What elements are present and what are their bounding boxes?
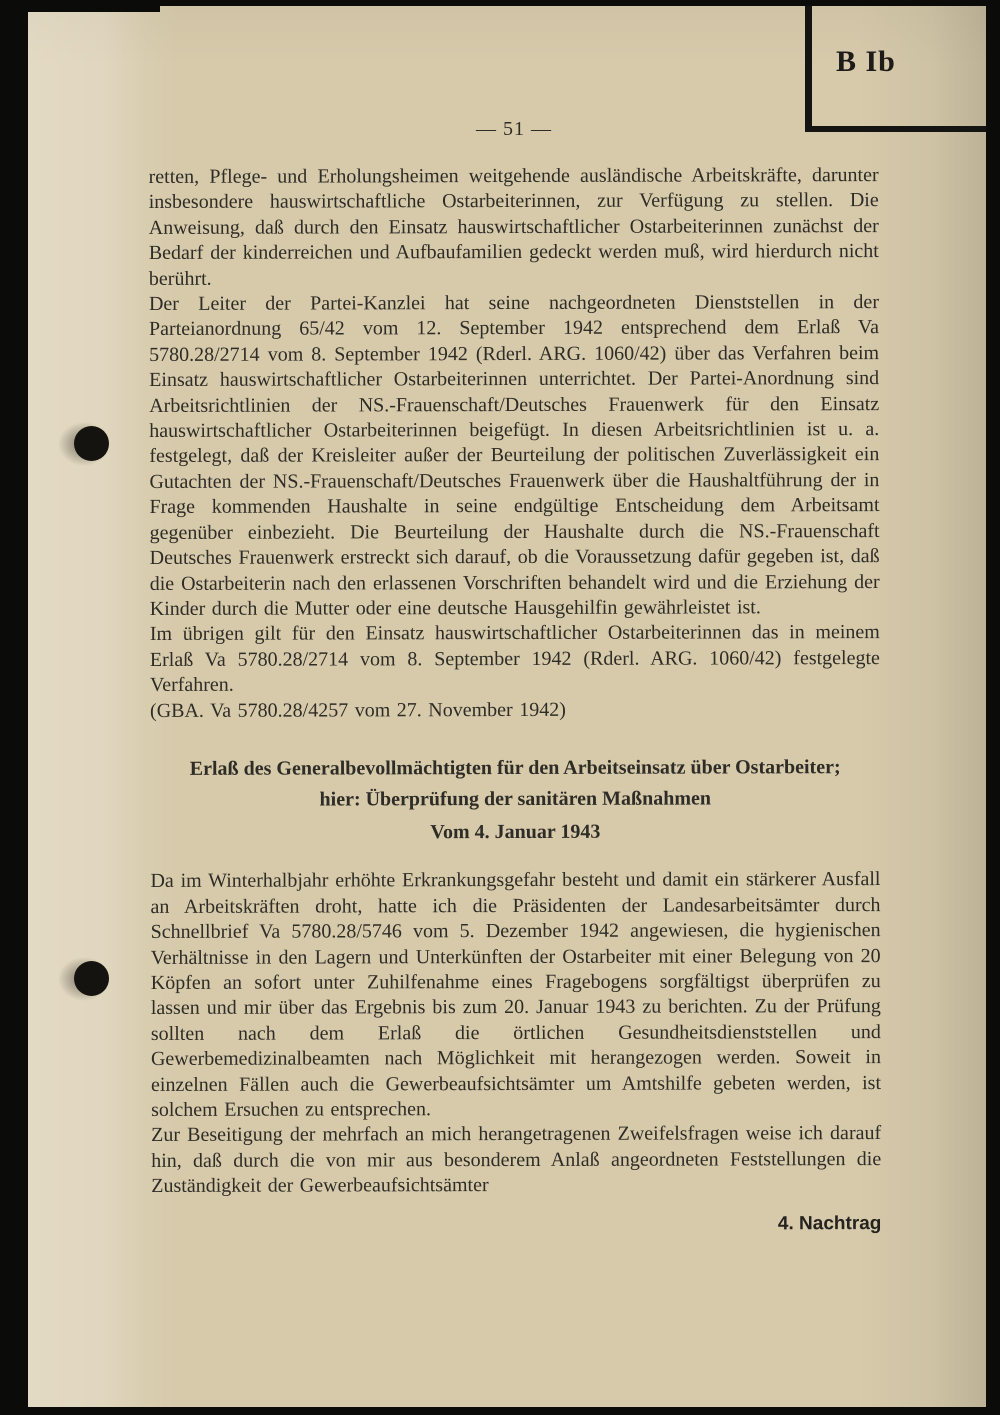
section-heading-line1: Erlaß des Generalbevollmächtigten für den Arbeitseinsatz über Ostarbeiter; (189, 756, 841, 780)
body-paragraph: retten, Pflege- und Erholungsheimen weitgehende ausländische Arbeitskräfte, darunter insbesondere hauswirtschaftliche Ostarbeiterinnen, zur Verfügung zu stellen. Die Anweisung, daß durch den Einsatz hauswirtschaftlicher Ostarbeiterinnen zunächst der Bedarf der kinderreichen und Aufbaufamilien gedeckt werden muß, wird hierdurch nicht berührt. (148, 164, 879, 290)
body-paragraph: Da im Winterhalbjahr erhöhte Erkrankungsgefahr besteht und damit ein stärkerer Ausfall an Arbeitskräften droht, hatte ich die Präsidenten der Landesarbeitsämter durch Schnellbrief Va 5780.28/5746 vom 5. Dezember 1942 angewiesen, die hygienischen Verhältnisse in den Lagern und Unterkünften der Ostarbeiter mit einer Belegung von 20 Köpfen an sofort unter Zuhilfenahme eines Fragebogens sorgfältigst überprüfen zu lassen und mir über das Ergebnis bis zum 20. Januar 1943 zu berichten. Zu der Prüfung sollten nach dem Erlaß die örtlichen Gesundheitsdienststellen und Gewerbemedizinalbeamten nach Möglichkeit mit herangezogen werden. Soweit in einzelnen Fällen auch die Gewerbeaufsichtsämter um Amtshilfe gebeten werden, ist solchem Ersuchen zu entsprechen. (150, 868, 882, 1121)
scan-edge-top (0, 0, 160, 12)
text-column (149, 163, 882, 1238)
section-heading (150, 752, 880, 816)
body-paragraph: Im übrigen gilt für den Einsatz hauswirtschaftlicher Ostarbeiterinnen das in meinem Erlaß Va 5780.28/2714 vom 8. September 1942 (Rderl. ARG. 1060/42) festgelegte Verfahren. (149, 621, 880, 697)
section-heading-line2: hier: Überprüfung der sanitären Maßnahmen (319, 787, 712, 811)
classification-box (805, 6, 986, 132)
punch-hole-bottom (58, 953, 128, 1009)
supplement-label: 4. Nachtrag (777, 1212, 882, 1234)
punch-hole-icon (74, 961, 109, 996)
punch-hole-icon (74, 426, 109, 461)
reference-line: (GBA. Va 5780.28/4257 vom 27. November 1942) (149, 698, 566, 722)
section-date: Vom 4. Januar 1943 (430, 820, 601, 844)
scanned-page (28, 6, 986, 1407)
body-paragraph: Der Leiter der Partei-Kanzlei hat seine nachgeordneten Dienststellen in der Parteianordnung 65/42 vom 12. September 1942 entsprechend dem Erlaß Va 5780.28/2714 vom 8. September 1942 (Rderl. ARG. 1060/42) über das Verfahren beim Einsatz hauswirtschaftlicher Ostarbeiterinnen unterrichtet. Der Partei-Anordnung sind Arbeitsrichtlinien der NS.-Frauenschaft/Deutsches Frauenwerk für den Einsatz hauswirtschaftlicher Ostarbeiterinnen beigefügt. In diesen Arbeitsrichtlinien ist u. a. festgelegt, daß der Kreisleiter außer der Beurteilung der politischen Zuverlässigkeit ein Gutachten der NS.-Frauenschaft/Deutsches Frauenwerk über die Haushaltführung der in Frage kommenden Haushalte in seine endgültige Entscheidung dem Arbeitsamt gegenüber einbezieht. Die Beurteilung der Haushalte durch die NS.-Frauenschaft Deutsches Frauenwerk erstreckt sich darauf, ob die Voraussetzung dafür gegeben ist, daß die Ostarbeiterin nach den erlassenen Vorschriften behandelt wird und die Erziehung der Kinder durch die Mutter oder eine deutsche Hausgehilfin gewährleistet ist. (148, 291, 880, 620)
punch-hole-top (58, 418, 128, 474)
body-paragraph: Zur Beseitigung der mehrfach an mich herangetragenen Zweifelsfragen weise ich darauf hin, daß durch die von mir aus besonderem Anlaß angeordneten Feststellungen die Zuständigkeit der Gewerbeaufsichtsämter (151, 1122, 882, 1198)
page-number: — 51 — (476, 118, 552, 140)
classification-label: B Ib (836, 45, 896, 78)
